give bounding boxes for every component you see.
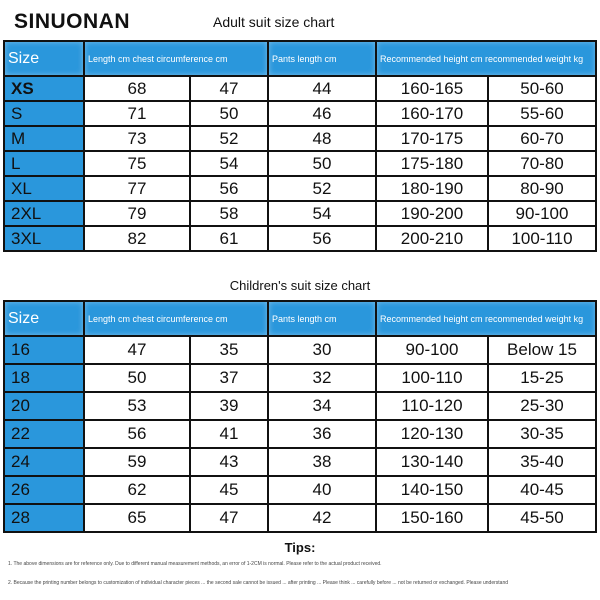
adult-size-table [3,40,597,252]
tip-note-1: 1. The above dimensions are for reference only. Due to different manual measurement methods, an error of 1-2CM is normal. Please refer to the actual product received. [8,561,382,567]
weight-cell: 45-50 [488,504,596,532]
size-cell: 28 [4,504,84,532]
length-cell: 71 [84,101,190,126]
chest-cell: 56 [190,176,268,201]
height-weight-header: Recommended height cm recommended weight kg [376,41,596,76]
height-cell: 120-130 [376,420,488,448]
pants-length-cell: 56 [268,226,376,251]
pants-length-cell: 54 [268,201,376,226]
length-cell: 82 [84,226,190,251]
size-cell: 22 [4,420,84,448]
length-cell: 50 [84,364,190,392]
table-row [4,476,596,504]
size-header: Size [4,301,84,336]
chest-cell: 41 [190,420,268,448]
size-cell: 16 [4,336,84,364]
pants-length-cell: 50 [268,151,376,176]
table-row [4,392,596,420]
height-weight-header: Recommended height cm recommended weight kg [376,301,596,336]
weight-cell: 55-60 [488,101,596,126]
pants-length-cell: 30 [268,336,376,364]
table-row [4,504,596,532]
chest-cell: 58 [190,201,268,226]
weight-cell: 50-60 [488,76,596,101]
chest-cell: 39 [190,392,268,420]
pants-length-cell: 52 [268,176,376,201]
pants-length-cell: 44 [268,76,376,101]
children-header-row [4,301,596,336]
height-cell: 160-170 [376,101,488,126]
weight-cell: 80-90 [488,176,596,201]
weight-cell: 35-40 [488,448,596,476]
weight-cell: 100-110 [488,226,596,251]
length-chest-header: Length cm chest circumference cm [84,41,268,76]
height-cell: 140-150 [376,476,488,504]
table-row [4,201,596,226]
chest-cell: 47 [190,76,268,101]
height-cell: 180-190 [376,176,488,201]
adult-header-row [4,41,596,76]
length-cell: 59 [84,448,190,476]
children-chart-title: Children's suit size chart [229,278,371,293]
pants-length-header: Pants length cm [268,301,376,336]
table-row [4,448,596,476]
height-cell: 110-120 [376,392,488,420]
weight-cell: 60-70 [488,126,596,151]
chest-cell: 54 [190,151,268,176]
chest-cell: 50 [190,101,268,126]
size-cell: 18 [4,364,84,392]
size-cell: 2XL [4,201,84,226]
children-size-table [3,300,597,533]
chest-cell: 45 [190,476,268,504]
height-cell: 200-210 [376,226,488,251]
pants-length-cell: 46 [268,101,376,126]
chest-cell: 47 [190,504,268,532]
chest-cell: 52 [190,126,268,151]
adult-chart-title: Adult suit size chart [213,14,335,30]
table-row [4,101,596,126]
tips-heading: Tips: [284,540,316,555]
weight-cell: 70-80 [488,151,596,176]
pants-length-cell: 36 [268,420,376,448]
pants-length-cell: 40 [268,476,376,504]
length-cell: 77 [84,176,190,201]
length-cell: 79 [84,201,190,226]
height-cell: 175-180 [376,151,488,176]
table-row [4,226,596,251]
pants-length-cell: 34 [268,392,376,420]
size-cell: M [4,126,84,151]
height-cell: 170-175 [376,126,488,151]
tip-note-2: 2. Because the printing number belongs to customization of individual character pieces ... the second sale cannot be issued ... after printing ... Please think ... carefully before ... not be returned or exchanged. Please understand [8,580,509,586]
height-cell: 100-110 [376,364,488,392]
pants-length-cell: 32 [268,364,376,392]
size-cell: XS [4,76,84,101]
table-row [4,420,596,448]
table-row [4,364,596,392]
length-cell: 75 [84,151,190,176]
length-cell: 68 [84,76,190,101]
length-cell: 62 [84,476,190,504]
length-cell: 65 [84,504,190,532]
weight-cell: 40-45 [488,476,596,504]
length-cell: 47 [84,336,190,364]
table-row [4,126,596,151]
table-row [4,176,596,201]
pants-length-cell: 42 [268,504,376,532]
weight-cell: 30-35 [488,420,596,448]
chest-cell: 43 [190,448,268,476]
size-header: Size [4,41,84,76]
size-cell: 20 [4,392,84,420]
size-cell: 26 [4,476,84,504]
weight-cell: 25-30 [488,392,596,420]
length-chest-header: Length cm chest circumference cm [84,301,268,336]
size-cell: 24 [4,448,84,476]
weight-cell: Below 15 [488,336,596,364]
height-cell: 190-200 [376,201,488,226]
size-cell: S [4,101,84,126]
pants-length-cell: 38 [268,448,376,476]
chest-cell: 37 [190,364,268,392]
size-cell: XL [4,176,84,201]
chest-cell: 35 [190,336,268,364]
height-cell: 160-165 [376,76,488,101]
table-row [4,336,596,364]
length-cell: 56 [84,420,190,448]
table-row [4,76,596,101]
pants-length-header: Pants length cm [268,41,376,76]
length-cell: 73 [84,126,190,151]
size-cell: L [4,151,84,176]
height-cell: 90-100 [376,336,488,364]
pants-length-cell: 48 [268,126,376,151]
chest-cell: 61 [190,226,268,251]
weight-cell: 15-25 [488,364,596,392]
weight-cell: 90-100 [488,201,596,226]
length-cell: 53 [84,392,190,420]
table-row [4,151,596,176]
brand-name: SINUONAN [14,10,131,33]
height-cell: 150-160 [376,504,488,532]
height-cell: 130-140 [376,448,488,476]
size-cell: 3XL [4,226,84,251]
